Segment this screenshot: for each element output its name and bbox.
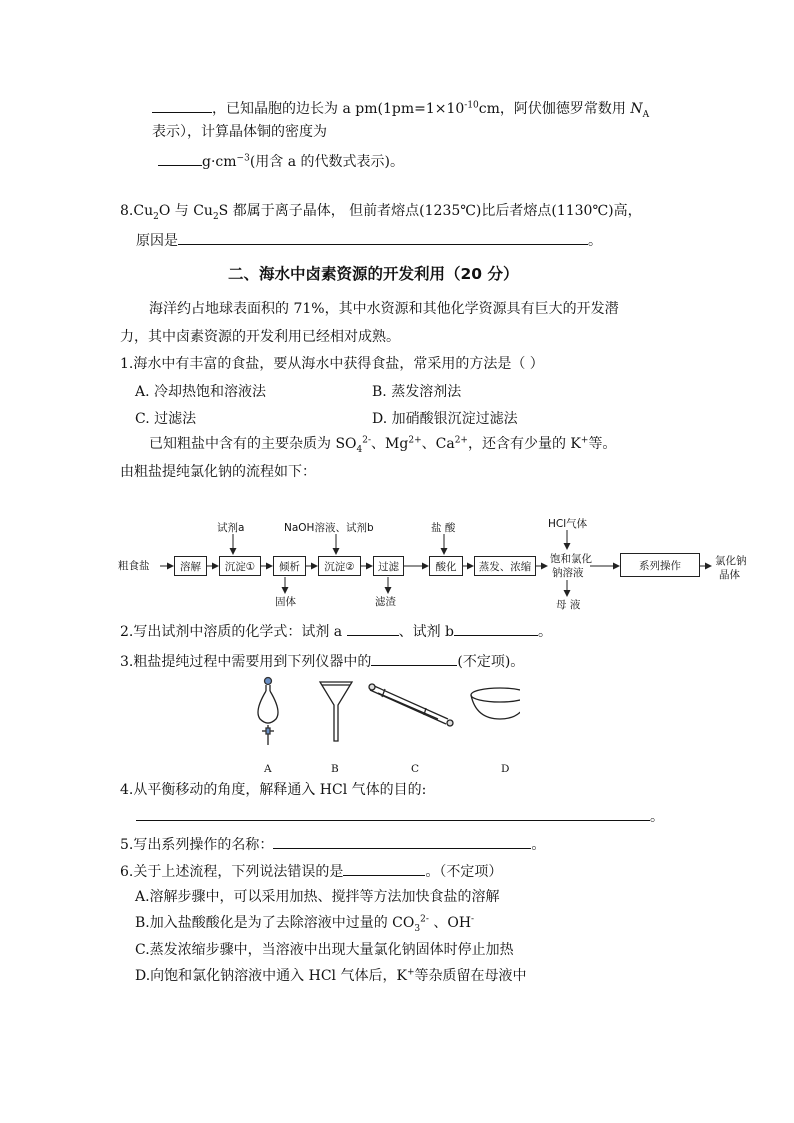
q1-option-d[interactable]: D. 加硝酸银沉淀过滤法 [372, 411, 518, 427]
q3-stem: 3.粗盐提纯过程中需要用到下列仪器中的 (不定项)。 [120, 651, 524, 672]
answer-blank[interactable] [273, 834, 531, 849]
reagent-a-label: 试剂a [217, 522, 245, 534]
flow-start: 粗食盐 [118, 560, 150, 572]
product-line2: 晶体 [719, 569, 740, 581]
apparatus-label-d: D [501, 763, 510, 775]
q8-stem: $8.Cu_2O$ 与 $Cu_2S$ 都属于离子晶体， 但前者熔点(1235℃)比后者熔点(1130℃)高， [120, 203, 642, 222]
impurity-line1: 已知粗盐中含有的主要杂质为 $SO_4^{2-}$、$Mg^{2+}$、$Ca^{2+}$，还含有少量的 K+等。 [149, 435, 617, 455]
q6-option-c[interactable]: C.蒸发浓缩步骤中，当溶液中出现大量氯化钠固体时停止加热 [135, 942, 514, 958]
q6-stem: 6.关于上述流程，下列说法错误的是 。（不定项） [120, 861, 502, 882]
intro-line1: 海洋约占地球表面积的 71%，其中水资源和其他化学资源具有巨大的开发潜 [149, 301, 619, 317]
apparatus-label-a: A [264, 763, 272, 775]
hcl-acid-label: 盐 酸 [431, 522, 456, 534]
answer-blank[interactable] [371, 651, 457, 666]
step-filter: 过滤 [373, 556, 404, 576]
step-acidify: 酸化 [429, 556, 463, 576]
step-dissolve: 溶解 [174, 556, 207, 576]
answer-blank[interactable] [136, 806, 650, 821]
step-precipitate-2: 沉淀② [318, 556, 361, 576]
impurity-line2: 由粗盐提纯氯化钠的流程如下： [120, 464, 316, 480]
saturated-line2: 钠溶液 [552, 567, 584, 579]
step-decant: 倾析 [273, 556, 306, 576]
reagent-a-blank[interactable] [347, 621, 399, 636]
answer-blank[interactable] [343, 861, 425, 876]
step-series-operation: 系列操作 [620, 553, 700, 577]
q6-option-d[interactable]: D.向饱和氯化钠溶液中通入 HCl 气体后，K+等杂质留在母液中 [135, 967, 527, 984]
q1-option-a[interactable]: A. 冷却热饱和溶液法 [135, 384, 267, 400]
q6-option-b[interactable]: B.加入盐酸酸化是为了去除溶液中过量的 $CO_3^{2-}$ 、OH- [135, 914, 475, 934]
q7-line1: ，已知晶胞的边长为 a $pm(1pm=1\times 10^{-10}cm$，阿伏伽德罗常数用 $N_A$ [152, 98, 649, 119]
q1-stem: 1.海水中有丰富的食盐，要从海水中获得食盐，常采用的方法是（ ） [120, 356, 544, 372]
reagent-b-label: NaOH溶液、试剂b [284, 522, 374, 534]
funnel-icon [320, 682, 352, 741]
residue-label: 滤渣 [375, 596, 396, 608]
q6-option-a[interactable]: A.溶解步骤中，可以采用加热、搅拌等方法加快食盐的溶解 [135, 889, 500, 905]
separatory-funnel-icon [258, 678, 278, 746]
step-evaporate: 蒸发、浓缩 [474, 556, 536, 576]
q4-stem: 4.从平衡移动的角度，解释通入 HCl 气体的目的: [120, 782, 427, 798]
q8-line2: 原因是 。 [136, 230, 602, 251]
q1-option-c[interactable]: C. 过滤法 [135, 411, 197, 427]
apparatus-label-b: B [331, 763, 339, 775]
q7-line3: $g\cdot cm^{-3}$(用含 a 的代数式表示)。 [158, 151, 404, 172]
q1-option-b[interactable]: B. 蒸发溶剂法 [372, 384, 462, 400]
product-line1: 氯化钠 [715, 555, 747, 567]
q7-line2: 表示），计算晶体铜的密度为 [152, 124, 327, 140]
apparatus-label-c: C [411, 763, 420, 775]
mother-liquor-label: 母 液 [556, 599, 581, 611]
condenser-icon [369, 684, 453, 726]
hcl-gas-label: HCl气体 [548, 518, 588, 530]
solid-label: 固体 [275, 596, 296, 608]
reagent-b-blank[interactable] [454, 621, 538, 636]
apparatus-row [240, 675, 520, 755]
step-precipitate-1: 沉淀① [219, 556, 261, 576]
section-title: 二、海水中卤素资源的开发利用（20 分） [228, 265, 519, 283]
q5-stem: 5.写出系列操作的名称： 。 [120, 834, 545, 855]
q2-stem: 2.写出试剂中溶质的化学式：试剂 a 、试剂 b 。 [120, 621, 552, 642]
q4-answer-line: 。 [136, 806, 664, 827]
saturated-line1: 饱和氯化 [550, 553, 592, 565]
intro-line2: 力，其中卤素资源的开发利用已经相对成熟。 [120, 329, 400, 345]
evaporating-dish-icon [471, 688, 520, 719]
